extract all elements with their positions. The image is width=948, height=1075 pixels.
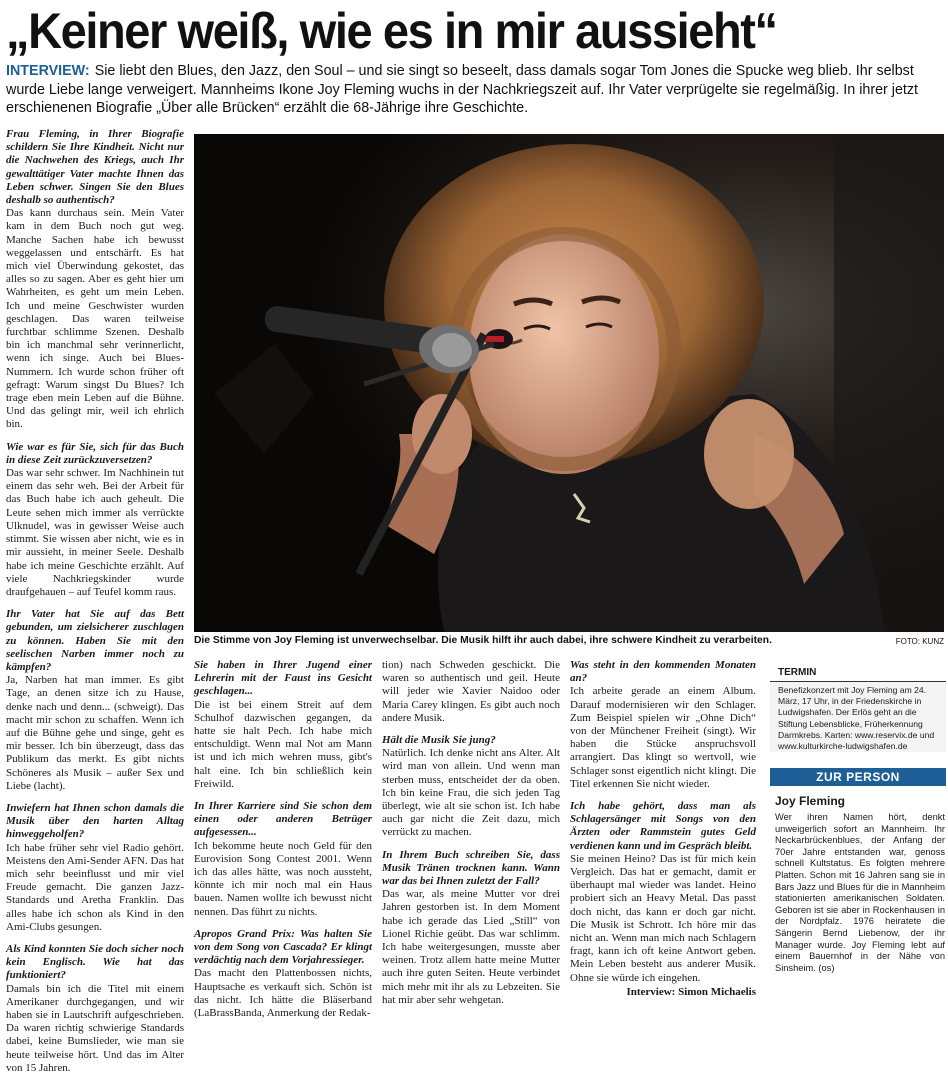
interview-answer: Natürlich. Ich denke nicht ans Alter. Alt wird man von allein. Und wenn man sterben muss, entscheidet der da oben. Ich bin keine Frau, die sich jeden Tag überlegt, wie alt sie schon ist. Ich habe auch gar nicht die Zeit dazu, mich verrückt zu machen. [382, 747, 560, 839]
interview-question: Sie haben in Ihrer Jugend einer Lehrerin mit der Faust ins Gesicht geschlagen... [194, 659, 372, 698]
zur-person-name: Joy Fleming [775, 794, 846, 808]
interview-question: Hält die Musik Sie jung? [382, 734, 496, 747]
interview-question: Was steht in den kommenden Monaten an? [570, 659, 756, 685]
termin-heading: TERMIN [770, 667, 946, 682]
interview-answer: Ich arbeite gerade an einem Album. Darauf modernisieren wir den Schlager. Zum Beispiel spielen wir „Ohne Dich“ von der Münchener Freiheit (singt). Wir haben die Stücke anspruchsvoll arrangiert. Das klingt so wertvoll, wie Schlager sonst eigentlich nicht klingt. Die Titel erkennen Sie nicht wieder. [570, 685, 756, 790]
concert-photo [194, 134, 944, 632]
interview-answer: Das war sehr schwer. Im Nachhinein tut einem das sehr weh. Bei der Arbeit für das Buch habe ich auch geheult. Die Leute sehen mich immer als verrückte Ulknudel, was in gewisser Weise auch stimmt. Sie wissen aber nicht, wie es in mir aussieht, in meiner Seele. Deshalb habe ich meine Geschichte erzählt. Auf viele Nachkriegskinder wurde draufgehauen – auf Teufel komm raus. [6, 467, 184, 598]
interview-question: Frau Fleming, in Ihrer Biografie schildern Sie Ihre Kindheit. Nicht nur die Nachwehen des Kriegs, auch Ihr gewalttätiger Vater machte Ihnen das Leben schwer. Singen Sie den Blues deshalb so authentisch? [6, 128, 184, 207]
interview-answer: Das macht den Plattenbossen nichts, Hauptsache es verkauft sich. Schön ist das nicht. Ich hätte die Bläserband (LaBrassBanda, Anmerkung der Redak- [194, 967, 372, 1020]
interview-question: Ihr Vater hat Sie auf das Bett gebunden, um zielsicherer zuschlagen zu können. Haben Sie mit den seelischen Narben immer noch zu kämpfen? [6, 608, 184, 673]
lead-text: Sie liebt den Blues, den Jazz, den Soul – und sie singt so beseelt, dass damals sogar Tom Jones die Spucke weg blieb. Ihr selbst wurde Liebe lange verweigert. Mannheims Ikone Joy Fleming wuchs in der Nachkriegszeit auf. Ihr Vater verprügelte sie regelmäßig. In ihrer jetzt erschienenen Biografie „Über alle Brücken“ erzählt die 68-Jährige ihre Geschichte. [6, 63, 918, 116]
zur-person-heading: ZUR PERSON [770, 768, 946, 786]
interview-answer: Damals bin ich die Titel mit einem Amerikaner durchgegangen, und wir haben sie in Lautschrift aufgeschrieben. Da waren richtig schwierige Standards dabei, keine Bumslieder, wie man sie heute teilweise hört. Und das im Alter von 15 Jahren. [6, 982, 184, 1074]
article-column-2 [194, 659, 372, 1020]
interview-answer: Ja, Narben hat man immer. Es gibt Tage, an denen sitze ich zu Hause, denke nach und denn... (schweigt). Das macht mir schon zu schaffen. Wenn ich auf die Bühne gehe und singe, geht es mir besser. Ich bin überzeugt, dass das Publikum das merkt. Es gibt nichts Schöneres als Musik – außer Sex und Liebe (lacht). [6, 674, 184, 792]
article-column-3 [382, 659, 560, 1006]
interview-question: In Ihrer Karriere sind Sie schon dem einen oder anderen Betrüger aufgesessen... [194, 800, 372, 839]
interview-answer: Ich habe früher sehr viel Radio gehört. Meistens den Ami-Sender AFN. Das hat mich sehr beeinflusst und mir viel Freude gemacht. Die ganzen Jazz-Standards und Aretha Franklin. Das alles habe ich schon als Kind in den Ami-Clubs gesungen. [6, 841, 184, 933]
interview-question: In Ihrem Buch schreiben Sie, dass Musik Tränen trocknen kann. Wann war das bei Ihnen zuletzt der Fall? [382, 848, 560, 888]
photo-credit: FOTO: KUNZ [895, 637, 944, 646]
caption-text: Die Stimme von Joy Fleming ist unverwechselbar. Die Musik hilft ihr auch dabei, ihre schwere Kindheit zu verarbeiten. [194, 635, 772, 646]
interview-question: Als Kind konnten Sie doch sicher noch kein Englisch. Wie hat das funktioniert? [6, 942, 184, 982]
interview-answer: Ich bekomme heute noch Geld für den Eurovision Song Contest 2001. Wenn ich das alles hätte, was noch aussteht, könnte ich mir noch mal ein Haus bauen. Namen wollte ich bewusst nicht nennen. Das führt zu nichts. [194, 839, 372, 918]
interview-answer: Das kann durchaus sein. Mein Vater kam in dem Buch noch gut weg. Manche Sachen habe ich bewusst weggelassen und entschärft. Es hat mich viel Überwindung gekostet, das alles so zu sagen. Aber es geht hier um Wahrheiten, es geht um mein Leben. Ich und meine Geschwister wurden geschlagen. Das waren teilweise furchtbar schlimme Szenen. Deshalb bin ich manchmal sehr verinnerlicht, wenn ich singe. Auch bei Blues-Nummern. Ich wurde schon früher oft gefragt: Warum singst Du Blues? Ich trage eben mein Leben auf die Bühne. Und das gelingt mir, weil ich ehrlich bin. [6, 207, 184, 431]
article-column-1 [6, 128, 184, 1074]
interview-question: Apropos Grand Prix: Was halten Sie von dem Song von Cascada? Er klingt verdächtig nach dem Vorjahressieger. [194, 927, 372, 967]
photo-caption [194, 634, 944, 647]
interview-question: Ich habe gehört, dass man als Schlagersänger mit Songs von den Ärzten oder Rammstein gutes Geld verdienen kann und im Gespräch bleibt. [570, 800, 756, 852]
termin-text: Benefizkonzert mit Joy Fleming am 24. März, 17 Uhr, in der Friedenskirche in Ludwigshafen. Der Erlös geht an die Stiftung Lebensblicke, Früherkennung Darmkrebs. Karten: www.reservix.de und www.kulturkirche-ludwigshafen.de [770, 682, 946, 752]
termin-box [770, 667, 946, 752]
interview-answer: Das war, als meine Mutter vor drei Jahren gestorben ist. In dem Moment habe ich gerade das Lied „Still“ von Lionel Richie geübt. Das war schlimm. Ich habe weitergesungen, musste aber weinen. Trotz allem hatte meine Mutter auch ihre guten Seiten. Heute verbindet mich mehr mit ihr als zu Lebzeiten. Sie hat mir aber sehr wehgetan. [382, 888, 560, 1006]
article-column-4 [570, 659, 756, 996]
interview-question: Inwiefern hat Ihnen schon damals die Musik über den harten Alltag hinweggeholfen? [6, 801, 184, 841]
interview-question: Wie war es für Sie, sich für das Buch in diese Zeit zurückzuversetzen? [6, 440, 184, 466]
interview-answer: Sie meinen Heino? Das ist für mich kein Vergleich. Das hat er gemacht, damit er überhaupt mal wieder was landet. Heino probiert sich an Heavy Metal. Das passt doch nicht, das kann er doch gar nicht. Die Musik ist Schrott. Ich höre mir das nicht an. Wenn man mich nach Schlagern fragt, kann ich oft keine Antwort geben. Mein Leben besteht aus anderer Musik. Ohne sie würde ich eingehen. [570, 852, 756, 984]
lead-paragraph [6, 62, 942, 118]
headline: „Keiner weiß, wie es in mir aussieht“ [6, 3, 777, 59]
lead-kicker: INTERVIEW: [6, 63, 90, 79]
interview-answer: tion) nach Schweden geschickt. Die waren so authentisch und geil. Heute will jeder wie Xavier Naidoo oder Maria Carey klingen. Es gibt auch noch andere Musik. [382, 659, 560, 724]
zur-person-text: Wer ihren Namen hört, denkt unweigerlich sofort an Mannheim. Ihr Neckarbrückenblues, der Anfang der 70er Jahre entstanden war, genoss schnell Kultstatus. Es folgten mehrere Platten. Schon mit 16 Jahren sang sie in Bars Jazz und Blues für die in Mannheim stationierten amerikanischen Soldaten. Geboren ist sie aber in Rockenhausen in der Nordpfalz. 1976 heiratete die Sängerin Bernd Liebenow, der ihr Manager wurde. Joy Fleming lebt auf einem Bauernhof in der Nähe von Sinsheim. (os) [775, 812, 945, 973]
singer-photo-illustration [194, 134, 944, 632]
interview-credit: Interview: Simon Michaelis [626, 985, 756, 998]
interview-answer: Die ist bei einem Streit auf dem Schulhof dazwischen gegangen, da hatte sie halt Pech. Ich habe mich entschuldigt. Wenn mal Not am Mann ist und ich mich wehren muss, gibt's halt eine. Ich bin schließlich kein Freiwild. [194, 698, 372, 790]
